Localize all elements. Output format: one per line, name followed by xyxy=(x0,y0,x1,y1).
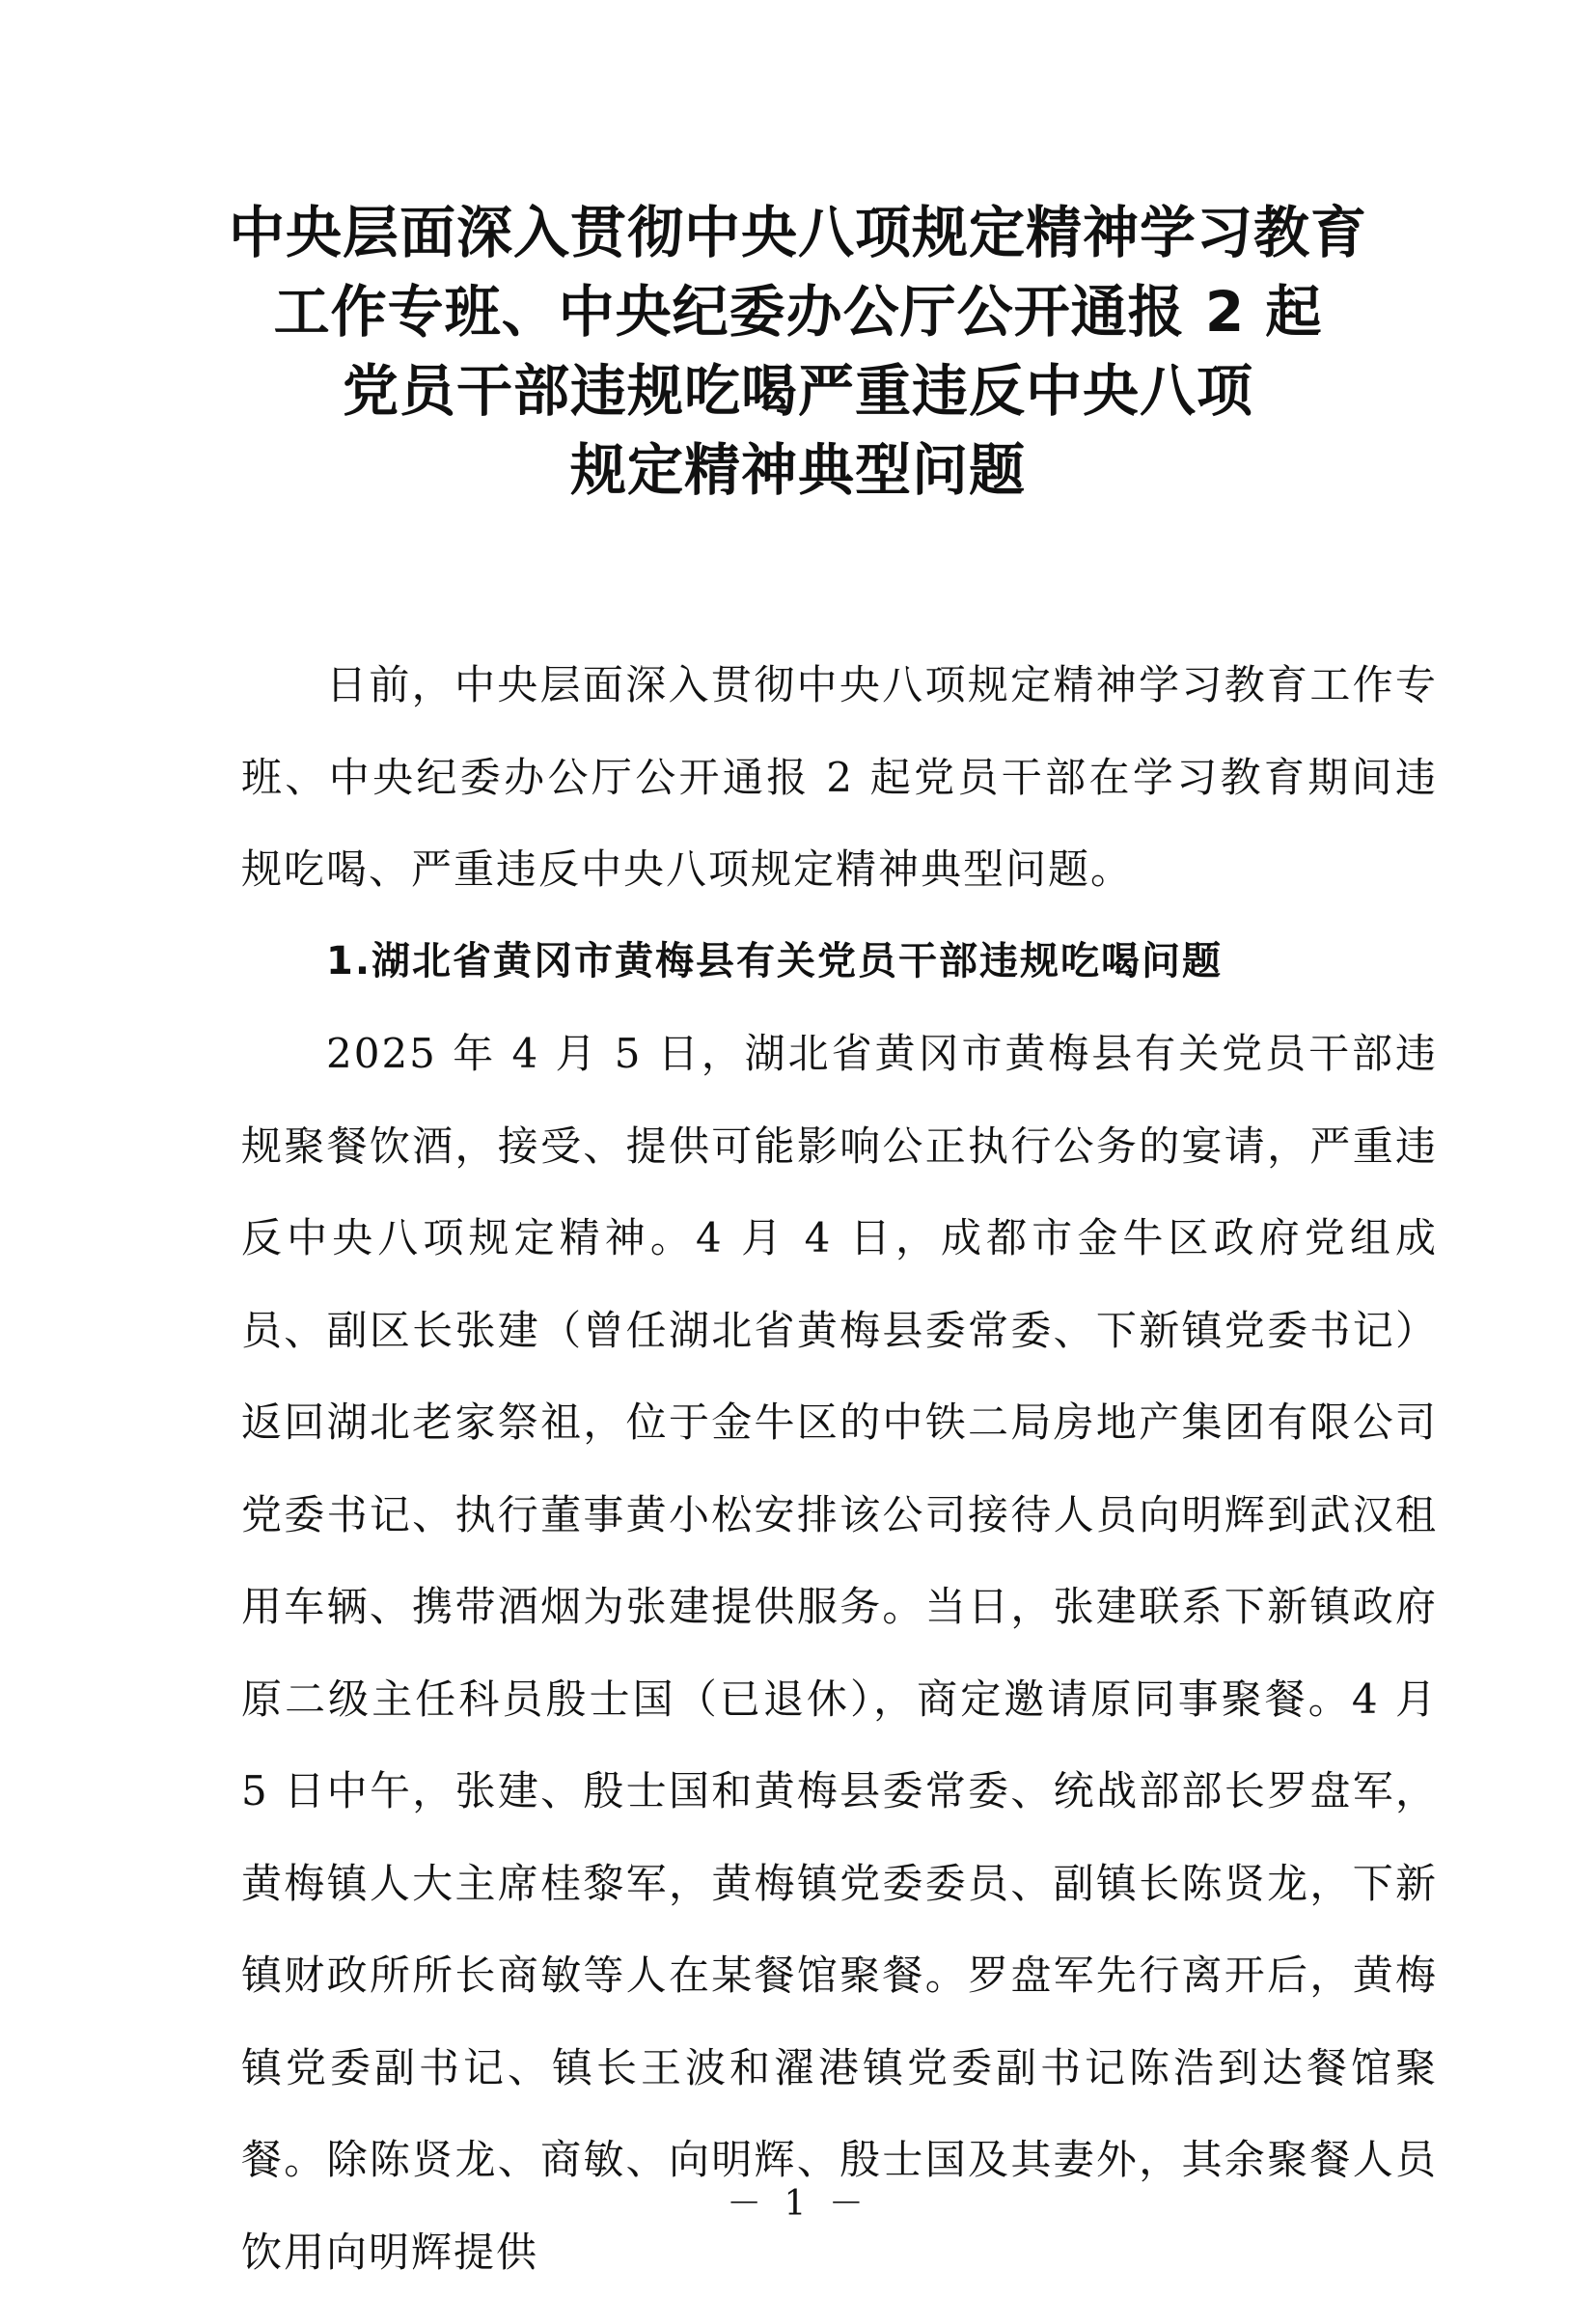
title-line-2: 工作专班、中央纪委办公厅公开通报 2 起 xyxy=(273,279,1323,345)
title-line-1: 中央层面深入贯彻中央八项规定精神学习教育 xyxy=(228,200,1367,265)
document-title xyxy=(193,193,1403,510)
section-paragraph: 2025 年 4 月 5 日，湖北省黄冈市黄梅县有关党员干部违规聚餐饮酒，接受、提供可能影响公正执行公务的宴请，严重违反中央八项规定精神。4 月 4 日，成都市金牛区政府党组成员、副区长张建（曾任湖北省黄梅县委常委、下新镇党委书记）返回湖北老家祭祖，位于金牛区的中铁二局房地产集团有限公司党委书记、执行董事黄小松安排该公司接待人员向明辉到武汉租用车辆、携带酒烟为张建提供服务。当日，张建联系下新镇政府原二级主任科员殷士国（已退休），商定邀请原同事聚餐。4 月 5 日中午，张建、殷士国和黄梅县委常委、统战部部长罗盘军，黄梅镇人大主席桂黎军，黄梅镇党委委员、副镇长陈贤龙，下新镇财政所所长商敏等人在某餐馆聚餐。罗盘军先行离开后，黄梅镇党委副书记、镇长王波和濯港镇党委副书记陈浩到达餐馆聚餐。除陈贤龙、商敏、向明辉、殷士国及其妻外，其余聚餐人员饮用向明辉提供 xyxy=(241,1030,1438,2276)
page-number: － 1 － xyxy=(727,2184,869,2224)
title-line-3: 党员干部违规吃喝严重违反中央八项 xyxy=(342,358,1253,424)
document-body xyxy=(241,639,1438,2298)
section-heading: 1.湖北省黄冈市黄梅县有关党员干部违规吃喝问题 xyxy=(326,938,1224,983)
intro-paragraph: 日前，中央层面深入贯彻中央八项规定精神学习教育工作专班、中央纪委办公厅公开通报 2 起党员干部在学习教育期间违规吃喝、严重违反中央八项规定精神典型问题。 xyxy=(241,661,1438,893)
title-line-4: 规定精神典型问题 xyxy=(569,437,1026,503)
